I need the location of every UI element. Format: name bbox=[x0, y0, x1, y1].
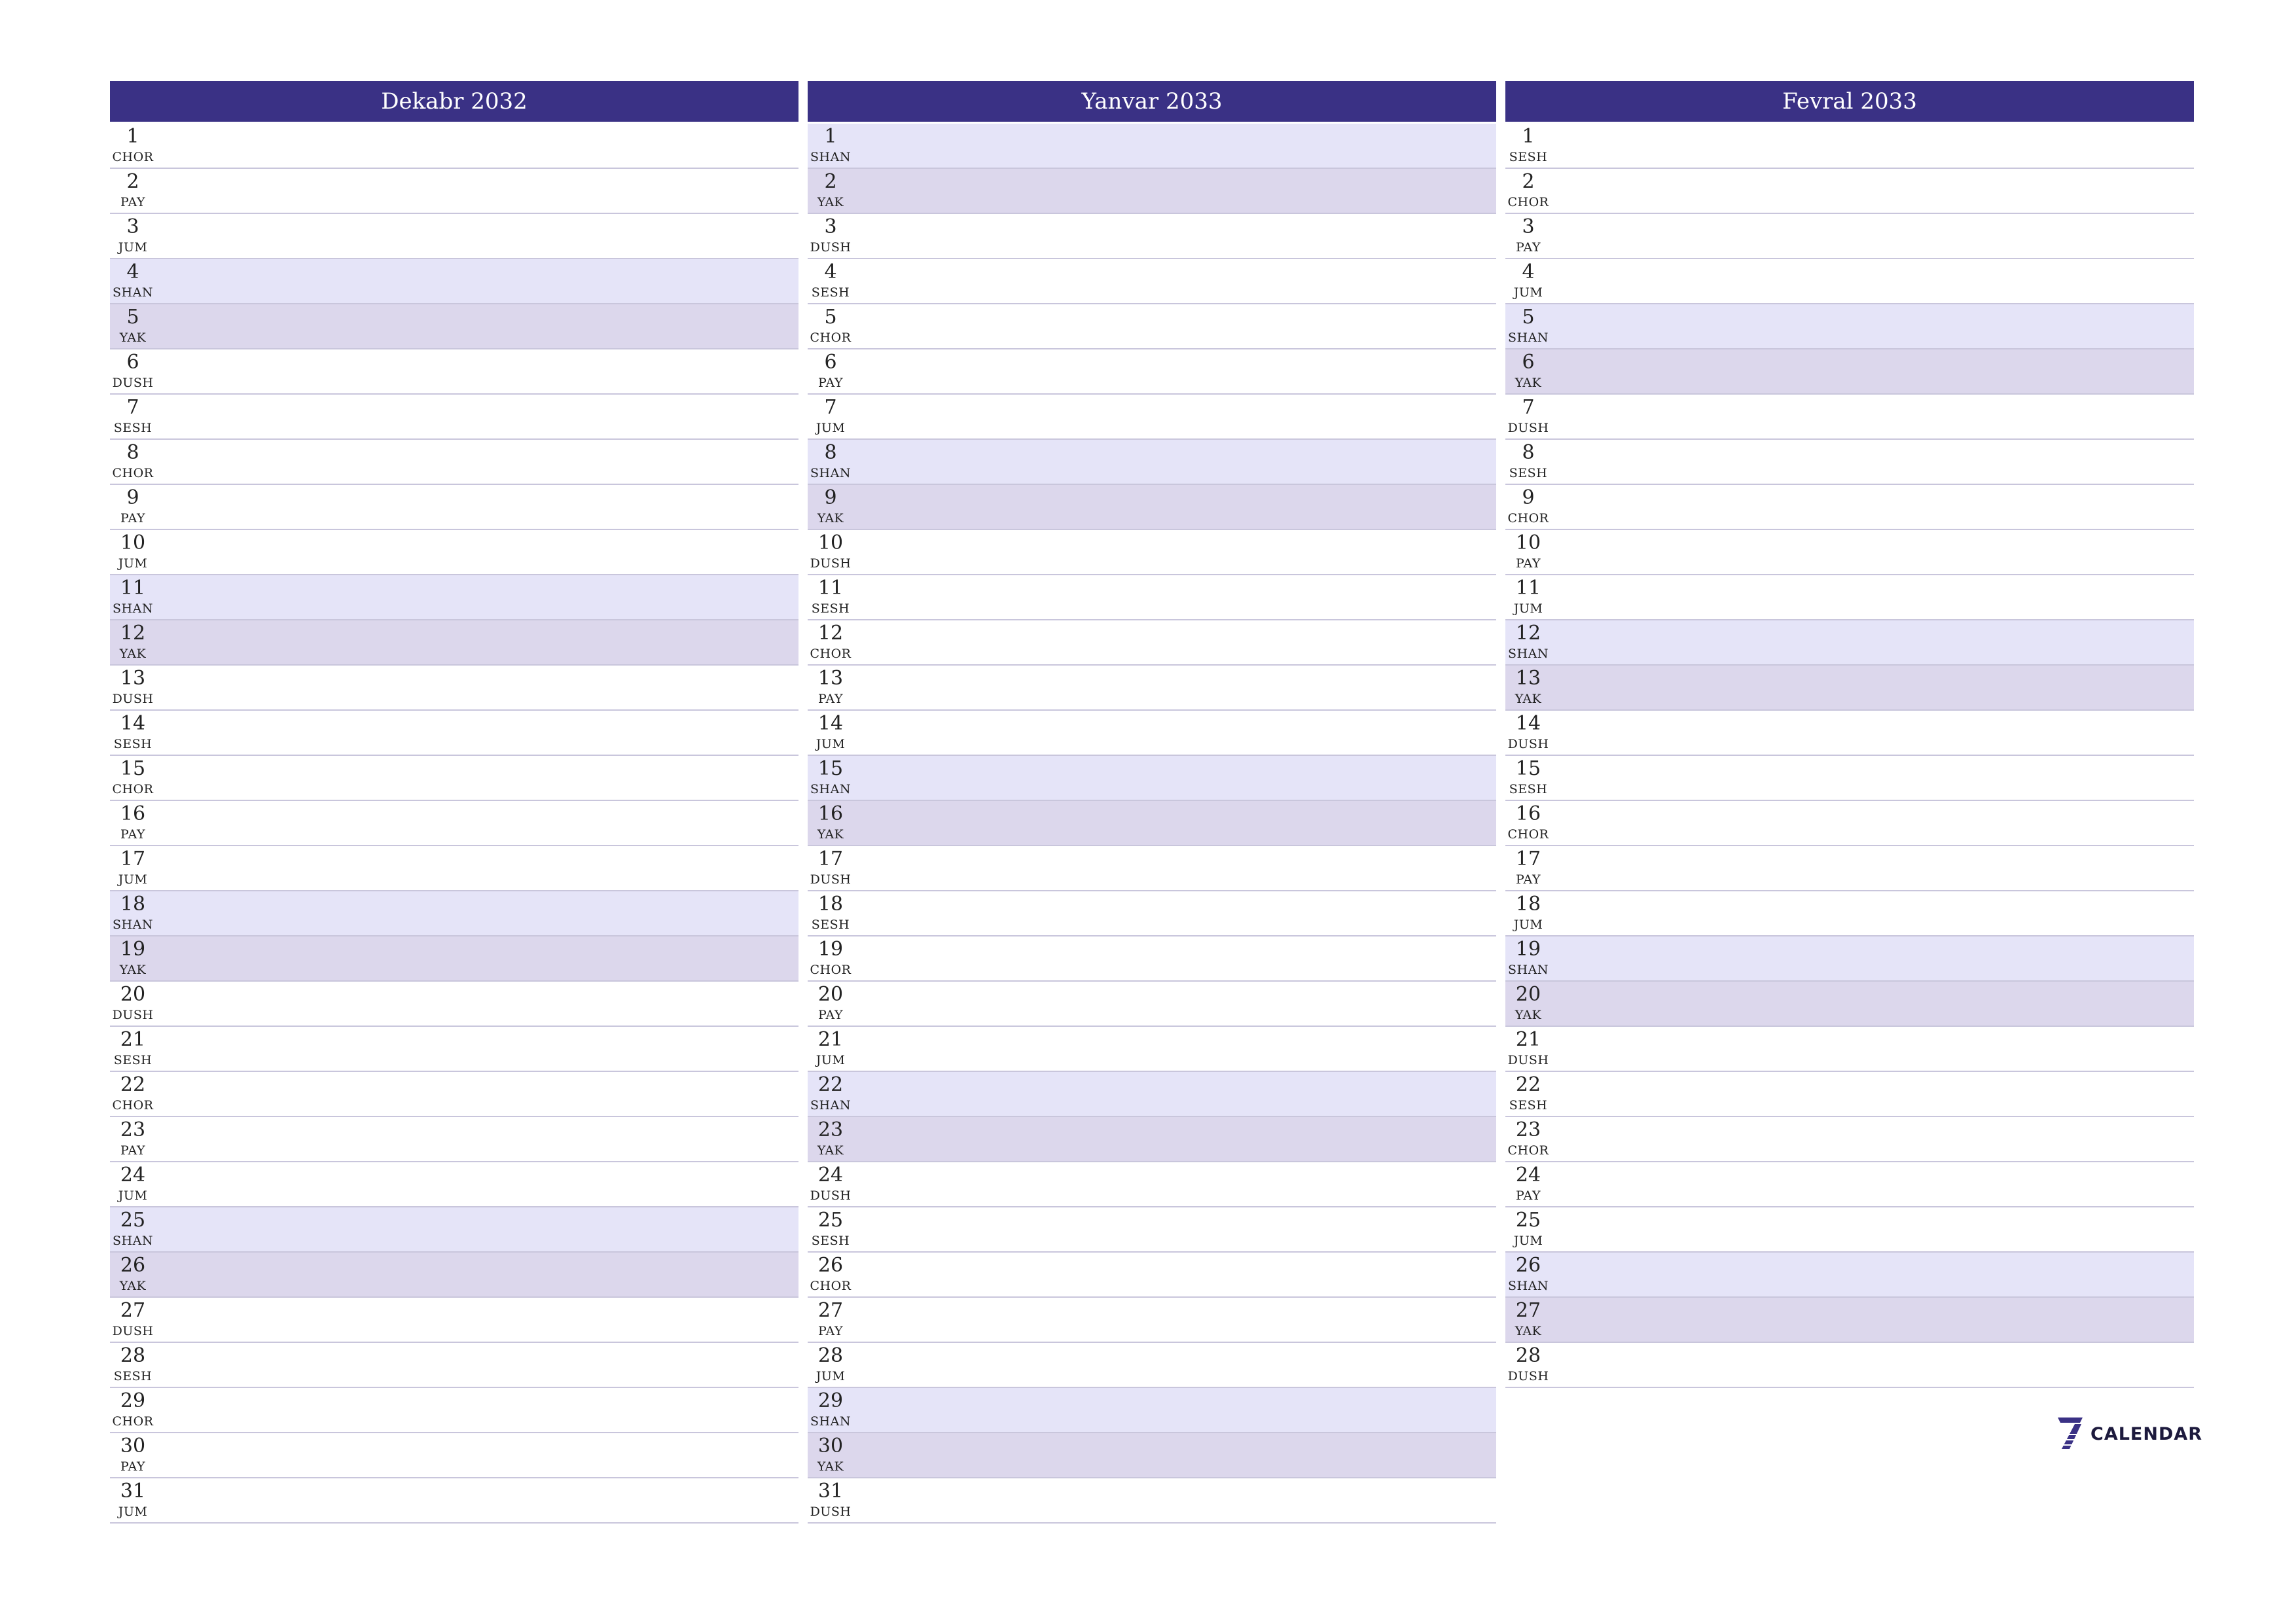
weekday-label: JUM bbox=[816, 1369, 846, 1383]
weekday-label: JUM bbox=[1513, 285, 1543, 300]
day-number: 9 bbox=[126, 486, 139, 509]
weekday-label: JUM bbox=[118, 1188, 148, 1203]
day-number: 25 bbox=[1515, 1209, 1541, 1232]
day-row[interactable] bbox=[110, 124, 798, 169]
weekday-label: CHOR bbox=[1507, 1143, 1549, 1158]
day-row[interactable] bbox=[110, 711, 798, 756]
day-list bbox=[1505, 124, 2194, 1388]
day-number: 15 bbox=[120, 757, 146, 780]
weekday-label: PAY bbox=[817, 1324, 844, 1338]
weekday-label: PAY bbox=[120, 1459, 146, 1474]
day-number: 12 bbox=[1515, 622, 1541, 645]
day-row[interactable] bbox=[808, 801, 1496, 846]
day-number: 17 bbox=[1515, 847, 1541, 870]
day-row[interactable] bbox=[110, 1072, 798, 1117]
day-number: 1 bbox=[126, 125, 139, 148]
weekday-label: SHAN bbox=[113, 918, 153, 932]
day-number: 28 bbox=[817, 1344, 844, 1367]
day-row[interactable] bbox=[110, 1478, 798, 1524]
day-row[interactable] bbox=[110, 440, 798, 485]
day-number: 18 bbox=[120, 893, 146, 916]
weekday-label: JUM bbox=[816, 737, 846, 751]
weekday-label: YAK bbox=[817, 1459, 844, 1474]
weekday-label: SESH bbox=[1509, 466, 1548, 480]
day-row[interactable] bbox=[1505, 936, 2194, 982]
day-row[interactable] bbox=[110, 395, 798, 440]
calendar-logo[interactable] bbox=[2055, 1415, 2202, 1453]
day-number: 27 bbox=[1515, 1299, 1541, 1322]
weekday-label: JUM bbox=[816, 1053, 846, 1067]
weekday-label: SESH bbox=[811, 918, 850, 932]
weekday-label: SHAN bbox=[1508, 647, 1549, 661]
weekday-label: CHOR bbox=[1507, 195, 1549, 209]
weekday-label: SHAN bbox=[113, 601, 153, 616]
weekday-label: YAK bbox=[119, 1279, 147, 1293]
weekday-label: CHOR bbox=[112, 466, 154, 480]
weekday-label: YAK bbox=[119, 330, 147, 345]
day-row[interactable] bbox=[1505, 349, 2194, 395]
day-number: 8 bbox=[824, 441, 837, 464]
day-row[interactable] bbox=[808, 440, 1496, 485]
day-number: 26 bbox=[120, 1254, 146, 1277]
day-row[interactable] bbox=[110, 666, 798, 711]
weekday-label: DUSH bbox=[1507, 1369, 1549, 1383]
day-row[interactable] bbox=[110, 1433, 798, 1478]
day-row[interactable] bbox=[110, 1162, 798, 1207]
day-row[interactable] bbox=[1505, 801, 2194, 846]
day-number: 20 bbox=[120, 983, 146, 1006]
day-row[interactable] bbox=[808, 1162, 1496, 1207]
day-number: 24 bbox=[817, 1164, 844, 1186]
day-row[interactable] bbox=[808, 891, 1496, 936]
day-row[interactable] bbox=[1505, 440, 2194, 485]
day-number: 24 bbox=[1515, 1164, 1541, 1186]
weekday-label: PAY bbox=[120, 195, 146, 209]
weekday-label: PAY bbox=[817, 376, 844, 390]
day-number: 21 bbox=[817, 1028, 844, 1051]
weekday-label: YAK bbox=[817, 827, 844, 842]
day-number: 14 bbox=[120, 712, 146, 735]
weekday-label: CHOR bbox=[112, 1414, 154, 1429]
day-number: 28 bbox=[120, 1344, 146, 1367]
day-row[interactable] bbox=[1505, 1253, 2194, 1298]
logo-text: CALENDAR bbox=[2090, 1423, 2203, 1444]
day-row[interactable] bbox=[110, 936, 798, 982]
weekday-label: JUM bbox=[118, 240, 148, 255]
day-number: 20 bbox=[817, 983, 844, 1006]
day-number: 31 bbox=[817, 1480, 844, 1503]
day-number: 16 bbox=[817, 802, 844, 825]
day-row[interactable] bbox=[110, 1027, 798, 1072]
weekday-label: JUM bbox=[118, 872, 148, 887]
weekday-label: SESH bbox=[1509, 1098, 1548, 1113]
day-number: 13 bbox=[817, 667, 844, 690]
day-row[interactable] bbox=[1505, 846, 2194, 891]
day-number: 2 bbox=[126, 170, 139, 193]
weekday-label: SESH bbox=[811, 1234, 850, 1248]
weekday-label: CHOR bbox=[1507, 511, 1549, 526]
day-row[interactable] bbox=[110, 1388, 798, 1433]
day-number: 26 bbox=[817, 1254, 844, 1277]
day-number: 5 bbox=[1522, 306, 1535, 329]
weekday-label: SESH bbox=[113, 421, 152, 435]
day-row[interactable] bbox=[808, 575, 1496, 620]
day-number: 9 bbox=[1522, 486, 1535, 509]
day-row[interactable] bbox=[808, 666, 1496, 711]
day-number: 16 bbox=[120, 802, 146, 825]
day-row[interactable] bbox=[808, 124, 1496, 169]
weekday-label: YAK bbox=[119, 963, 147, 977]
weekday-label: PAY bbox=[1515, 1188, 1541, 1203]
weekday-label: YAK bbox=[817, 1143, 844, 1158]
day-row[interactable] bbox=[808, 1478, 1496, 1524]
day-row[interactable] bbox=[110, 982, 798, 1027]
weekday-label: DUSH bbox=[112, 376, 154, 390]
day-number: 23 bbox=[120, 1118, 146, 1141]
day-number: 8 bbox=[126, 441, 139, 464]
day-number: 29 bbox=[817, 1389, 844, 1412]
weekday-label: PAY bbox=[1515, 240, 1541, 255]
weekday-label: YAK bbox=[817, 511, 844, 526]
month-column-yanvar bbox=[808, 81, 1496, 1524]
day-number: 15 bbox=[1515, 757, 1541, 780]
weekday-label: CHOR bbox=[810, 1279, 852, 1293]
day-row[interactable] bbox=[808, 214, 1496, 259]
day-number: 21 bbox=[120, 1028, 146, 1051]
day-number: 18 bbox=[817, 893, 844, 916]
day-row[interactable] bbox=[110, 1253, 798, 1298]
day-number: 29 bbox=[120, 1389, 146, 1412]
day-row[interactable] bbox=[110, 801, 798, 846]
day-number: 9 bbox=[824, 486, 837, 509]
weekday-label: SHAN bbox=[1508, 330, 1549, 345]
day-row[interactable] bbox=[110, 214, 798, 259]
day-row[interactable] bbox=[808, 1072, 1496, 1117]
day-row[interactable] bbox=[1505, 756, 2194, 801]
weekday-label: CHOR bbox=[810, 647, 852, 661]
weekday-label: SESH bbox=[113, 1053, 152, 1067]
day-number: 5 bbox=[126, 306, 139, 329]
weekday-label: CHOR bbox=[112, 782, 154, 796]
day-number: 19 bbox=[120, 938, 146, 961]
day-number: 22 bbox=[817, 1073, 844, 1096]
month-title: Dekabr 2032 bbox=[110, 81, 798, 122]
day-row[interactable] bbox=[808, 1117, 1496, 1162]
day-row[interactable] bbox=[1505, 1162, 2194, 1207]
weekday-label: DUSH bbox=[112, 1008, 154, 1022]
day-row[interactable] bbox=[808, 259, 1496, 304]
day-row[interactable] bbox=[808, 349, 1496, 395]
day-number: 20 bbox=[1515, 983, 1541, 1006]
weekday-label: CHOR bbox=[112, 150, 154, 164]
day-number: 17 bbox=[120, 847, 146, 870]
day-number: 16 bbox=[1515, 802, 1541, 825]
weekday-label: PAY bbox=[120, 1143, 146, 1158]
day-number: 6 bbox=[126, 351, 139, 374]
weekday-label: SHAN bbox=[1508, 963, 1549, 977]
weekday-label: JUM bbox=[1513, 918, 1543, 932]
month-title: Fevral 2033 bbox=[1505, 81, 2194, 122]
weekday-label: DUSH bbox=[112, 692, 154, 706]
day-row[interactable] bbox=[1505, 891, 2194, 936]
day-row[interactable] bbox=[1505, 214, 2194, 259]
day-list bbox=[808, 124, 1496, 1524]
day-number: 3 bbox=[126, 215, 139, 238]
day-row[interactable] bbox=[110, 1117, 798, 1162]
day-number: 12 bbox=[817, 622, 844, 645]
weekday-label: YAK bbox=[1515, 1008, 1542, 1022]
day-row[interactable] bbox=[110, 846, 798, 891]
day-row[interactable] bbox=[110, 575, 798, 620]
day-row[interactable] bbox=[110, 530, 798, 575]
day-row[interactable] bbox=[808, 169, 1496, 214]
day-number: 27 bbox=[817, 1299, 844, 1322]
day-number: 10 bbox=[1515, 531, 1541, 554]
day-row[interactable] bbox=[808, 936, 1496, 982]
day-row[interactable] bbox=[808, 756, 1496, 801]
day-row[interactable] bbox=[1505, 530, 2194, 575]
month-column-fevral bbox=[1505, 81, 2194, 1388]
day-number: 31 bbox=[120, 1480, 146, 1503]
day-number: 27 bbox=[120, 1299, 146, 1322]
day-number: 12 bbox=[120, 622, 146, 645]
day-row[interactable] bbox=[1505, 1117, 2194, 1162]
day-row[interactable] bbox=[808, 485, 1496, 530]
weekday-label: YAK bbox=[1515, 692, 1542, 706]
day-number: 14 bbox=[1515, 712, 1541, 735]
day-number: 25 bbox=[817, 1209, 844, 1232]
weekday-label: SESH bbox=[811, 601, 850, 616]
day-number: 19 bbox=[817, 938, 844, 961]
day-row[interactable] bbox=[1505, 1298, 2194, 1343]
day-number: 2 bbox=[824, 170, 837, 193]
day-number: 3 bbox=[1522, 215, 1535, 238]
day-row[interactable] bbox=[808, 1343, 1496, 1388]
weekday-label: PAY bbox=[817, 692, 844, 706]
day-number: 7 bbox=[126, 396, 139, 419]
day-row[interactable] bbox=[808, 1253, 1496, 1298]
day-row[interactable] bbox=[110, 349, 798, 395]
day-row[interactable] bbox=[1505, 1027, 2194, 1072]
day-row[interactable] bbox=[808, 711, 1496, 756]
day-number: 26 bbox=[1515, 1254, 1541, 1277]
weekday-label: YAK bbox=[817, 195, 844, 209]
day-number: 10 bbox=[817, 531, 844, 554]
day-number: 11 bbox=[817, 577, 844, 599]
day-row[interactable] bbox=[808, 1027, 1496, 1072]
day-number: 28 bbox=[1515, 1344, 1541, 1367]
day-number: 1 bbox=[824, 125, 837, 148]
weekday-label: YAK bbox=[1515, 376, 1542, 390]
day-number: 24 bbox=[120, 1164, 146, 1186]
day-number: 5 bbox=[824, 306, 837, 329]
weekday-label: SHAN bbox=[810, 782, 851, 796]
day-row[interactable] bbox=[1505, 982, 2194, 1027]
weekday-label: SESH bbox=[113, 737, 152, 751]
weekday-label: PAY bbox=[1515, 556, 1541, 571]
weekday-label: PAY bbox=[1515, 872, 1541, 887]
day-number: 25 bbox=[120, 1209, 146, 1232]
day-row[interactable] bbox=[1505, 304, 2194, 349]
day-number: 4 bbox=[1522, 260, 1535, 283]
weekday-label: PAY bbox=[120, 827, 146, 842]
day-number: 4 bbox=[126, 260, 139, 283]
weekday-label: SHAN bbox=[113, 1234, 153, 1248]
day-number: 17 bbox=[817, 847, 844, 870]
day-number: 23 bbox=[1515, 1118, 1541, 1141]
month-column-dekabr bbox=[110, 81, 798, 1524]
day-row[interactable] bbox=[808, 1433, 1496, 1478]
day-row[interactable] bbox=[808, 530, 1496, 575]
day-number: 8 bbox=[1522, 441, 1535, 464]
day-row[interactable] bbox=[808, 1388, 1496, 1433]
weekday-label: SESH bbox=[1509, 782, 1548, 796]
weekday-label: CHOR bbox=[112, 1098, 154, 1113]
day-row[interactable] bbox=[110, 1207, 798, 1253]
seven-calendar-logo-icon bbox=[2055, 1415, 2084, 1453]
day-row[interactable] bbox=[110, 1298, 798, 1343]
weekday-label: YAK bbox=[1515, 1324, 1542, 1338]
month-title: Yanvar 2033 bbox=[808, 81, 1496, 122]
weekday-label: DUSH bbox=[1507, 421, 1549, 435]
day-row[interactable] bbox=[110, 620, 798, 666]
weekday-label: YAK bbox=[119, 647, 147, 661]
day-number: 21 bbox=[1515, 1028, 1541, 1051]
day-row[interactable] bbox=[110, 259, 798, 304]
day-number: 13 bbox=[1515, 667, 1541, 690]
day-number: 4 bbox=[824, 260, 837, 283]
day-row[interactable] bbox=[1505, 711, 2194, 756]
day-row[interactable] bbox=[808, 304, 1496, 349]
day-row[interactable] bbox=[1505, 259, 2194, 304]
weekday-label: DUSH bbox=[810, 240, 852, 255]
weekday-label: DUSH bbox=[112, 1324, 154, 1338]
weekday-label: SHAN bbox=[810, 150, 851, 164]
day-row[interactable] bbox=[110, 169, 798, 214]
weekday-label: JUM bbox=[1513, 1234, 1543, 1248]
day-row[interactable] bbox=[1505, 575, 2194, 620]
day-row[interactable] bbox=[1505, 666, 2194, 711]
day-row[interactable] bbox=[808, 1298, 1496, 1343]
day-number: 15 bbox=[817, 757, 844, 780]
day-number: 30 bbox=[817, 1435, 844, 1457]
day-row[interactable] bbox=[1505, 485, 2194, 530]
day-row[interactable] bbox=[808, 620, 1496, 666]
day-row[interactable] bbox=[110, 304, 798, 349]
day-number: 11 bbox=[120, 577, 146, 599]
day-row[interactable] bbox=[1505, 124, 2194, 169]
weekday-label: SHAN bbox=[810, 466, 851, 480]
day-number: 1 bbox=[1522, 125, 1535, 148]
day-row[interactable] bbox=[1505, 620, 2194, 666]
weekday-label: PAY bbox=[120, 511, 146, 526]
day-row[interactable] bbox=[110, 756, 798, 801]
day-number: 30 bbox=[120, 1435, 146, 1457]
day-row[interactable] bbox=[808, 395, 1496, 440]
day-number: 3 bbox=[824, 215, 837, 238]
day-number: 18 bbox=[1515, 893, 1541, 916]
weekday-label: SHAN bbox=[1508, 1279, 1549, 1293]
weekday-label: DUSH bbox=[810, 1505, 852, 1519]
day-row[interactable] bbox=[1505, 395, 2194, 440]
day-number: 11 bbox=[1515, 577, 1541, 599]
day-number: 6 bbox=[824, 351, 837, 374]
weekday-label: PAY bbox=[817, 1008, 844, 1022]
day-row[interactable] bbox=[808, 846, 1496, 891]
day-number: 19 bbox=[1515, 938, 1541, 961]
weekday-label: SESH bbox=[1509, 150, 1548, 164]
day-number: 22 bbox=[1515, 1073, 1541, 1096]
weekday-label: SHAN bbox=[810, 1414, 851, 1429]
weekday-label: JUM bbox=[816, 421, 846, 435]
day-number: 2 bbox=[1522, 170, 1535, 193]
day-row[interactable] bbox=[1505, 169, 2194, 214]
day-row[interactable] bbox=[110, 891, 798, 936]
day-row[interactable] bbox=[808, 1207, 1496, 1253]
weekday-label: SESH bbox=[811, 285, 850, 300]
day-number: 22 bbox=[120, 1073, 146, 1096]
day-row[interactable] bbox=[1505, 1207, 2194, 1253]
day-list bbox=[110, 124, 798, 1524]
day-row[interactable] bbox=[110, 485, 798, 530]
day-row[interactable] bbox=[1505, 1343, 2194, 1388]
day-number: 13 bbox=[120, 667, 146, 690]
day-row[interactable] bbox=[110, 1343, 798, 1388]
weekday-label: SHAN bbox=[810, 1098, 851, 1113]
weekday-label: JUM bbox=[1513, 601, 1543, 616]
weekday-label: JUM bbox=[118, 556, 148, 571]
day-number: 23 bbox=[817, 1118, 844, 1141]
weekday-label: CHOR bbox=[810, 330, 852, 345]
day-number: 6 bbox=[1522, 351, 1535, 374]
weekday-label: CHOR bbox=[1507, 827, 1549, 842]
weekday-label: DUSH bbox=[1507, 737, 1549, 751]
weekday-label: DUSH bbox=[810, 556, 852, 571]
day-number: 14 bbox=[817, 712, 844, 735]
day-row[interactable] bbox=[1505, 1072, 2194, 1117]
day-number: 7 bbox=[1522, 396, 1535, 419]
weekday-label: DUSH bbox=[1507, 1053, 1549, 1067]
weekday-label: DUSH bbox=[810, 1188, 852, 1203]
weekday-label: SHAN bbox=[113, 285, 153, 300]
weekday-label: DUSH bbox=[810, 872, 852, 887]
day-number: 10 bbox=[120, 531, 146, 554]
day-number: 7 bbox=[824, 396, 837, 419]
weekday-label: CHOR bbox=[810, 963, 852, 977]
day-row[interactable] bbox=[808, 982, 1496, 1027]
weekday-label: SESH bbox=[113, 1369, 152, 1383]
weekday-label: JUM bbox=[118, 1505, 148, 1519]
